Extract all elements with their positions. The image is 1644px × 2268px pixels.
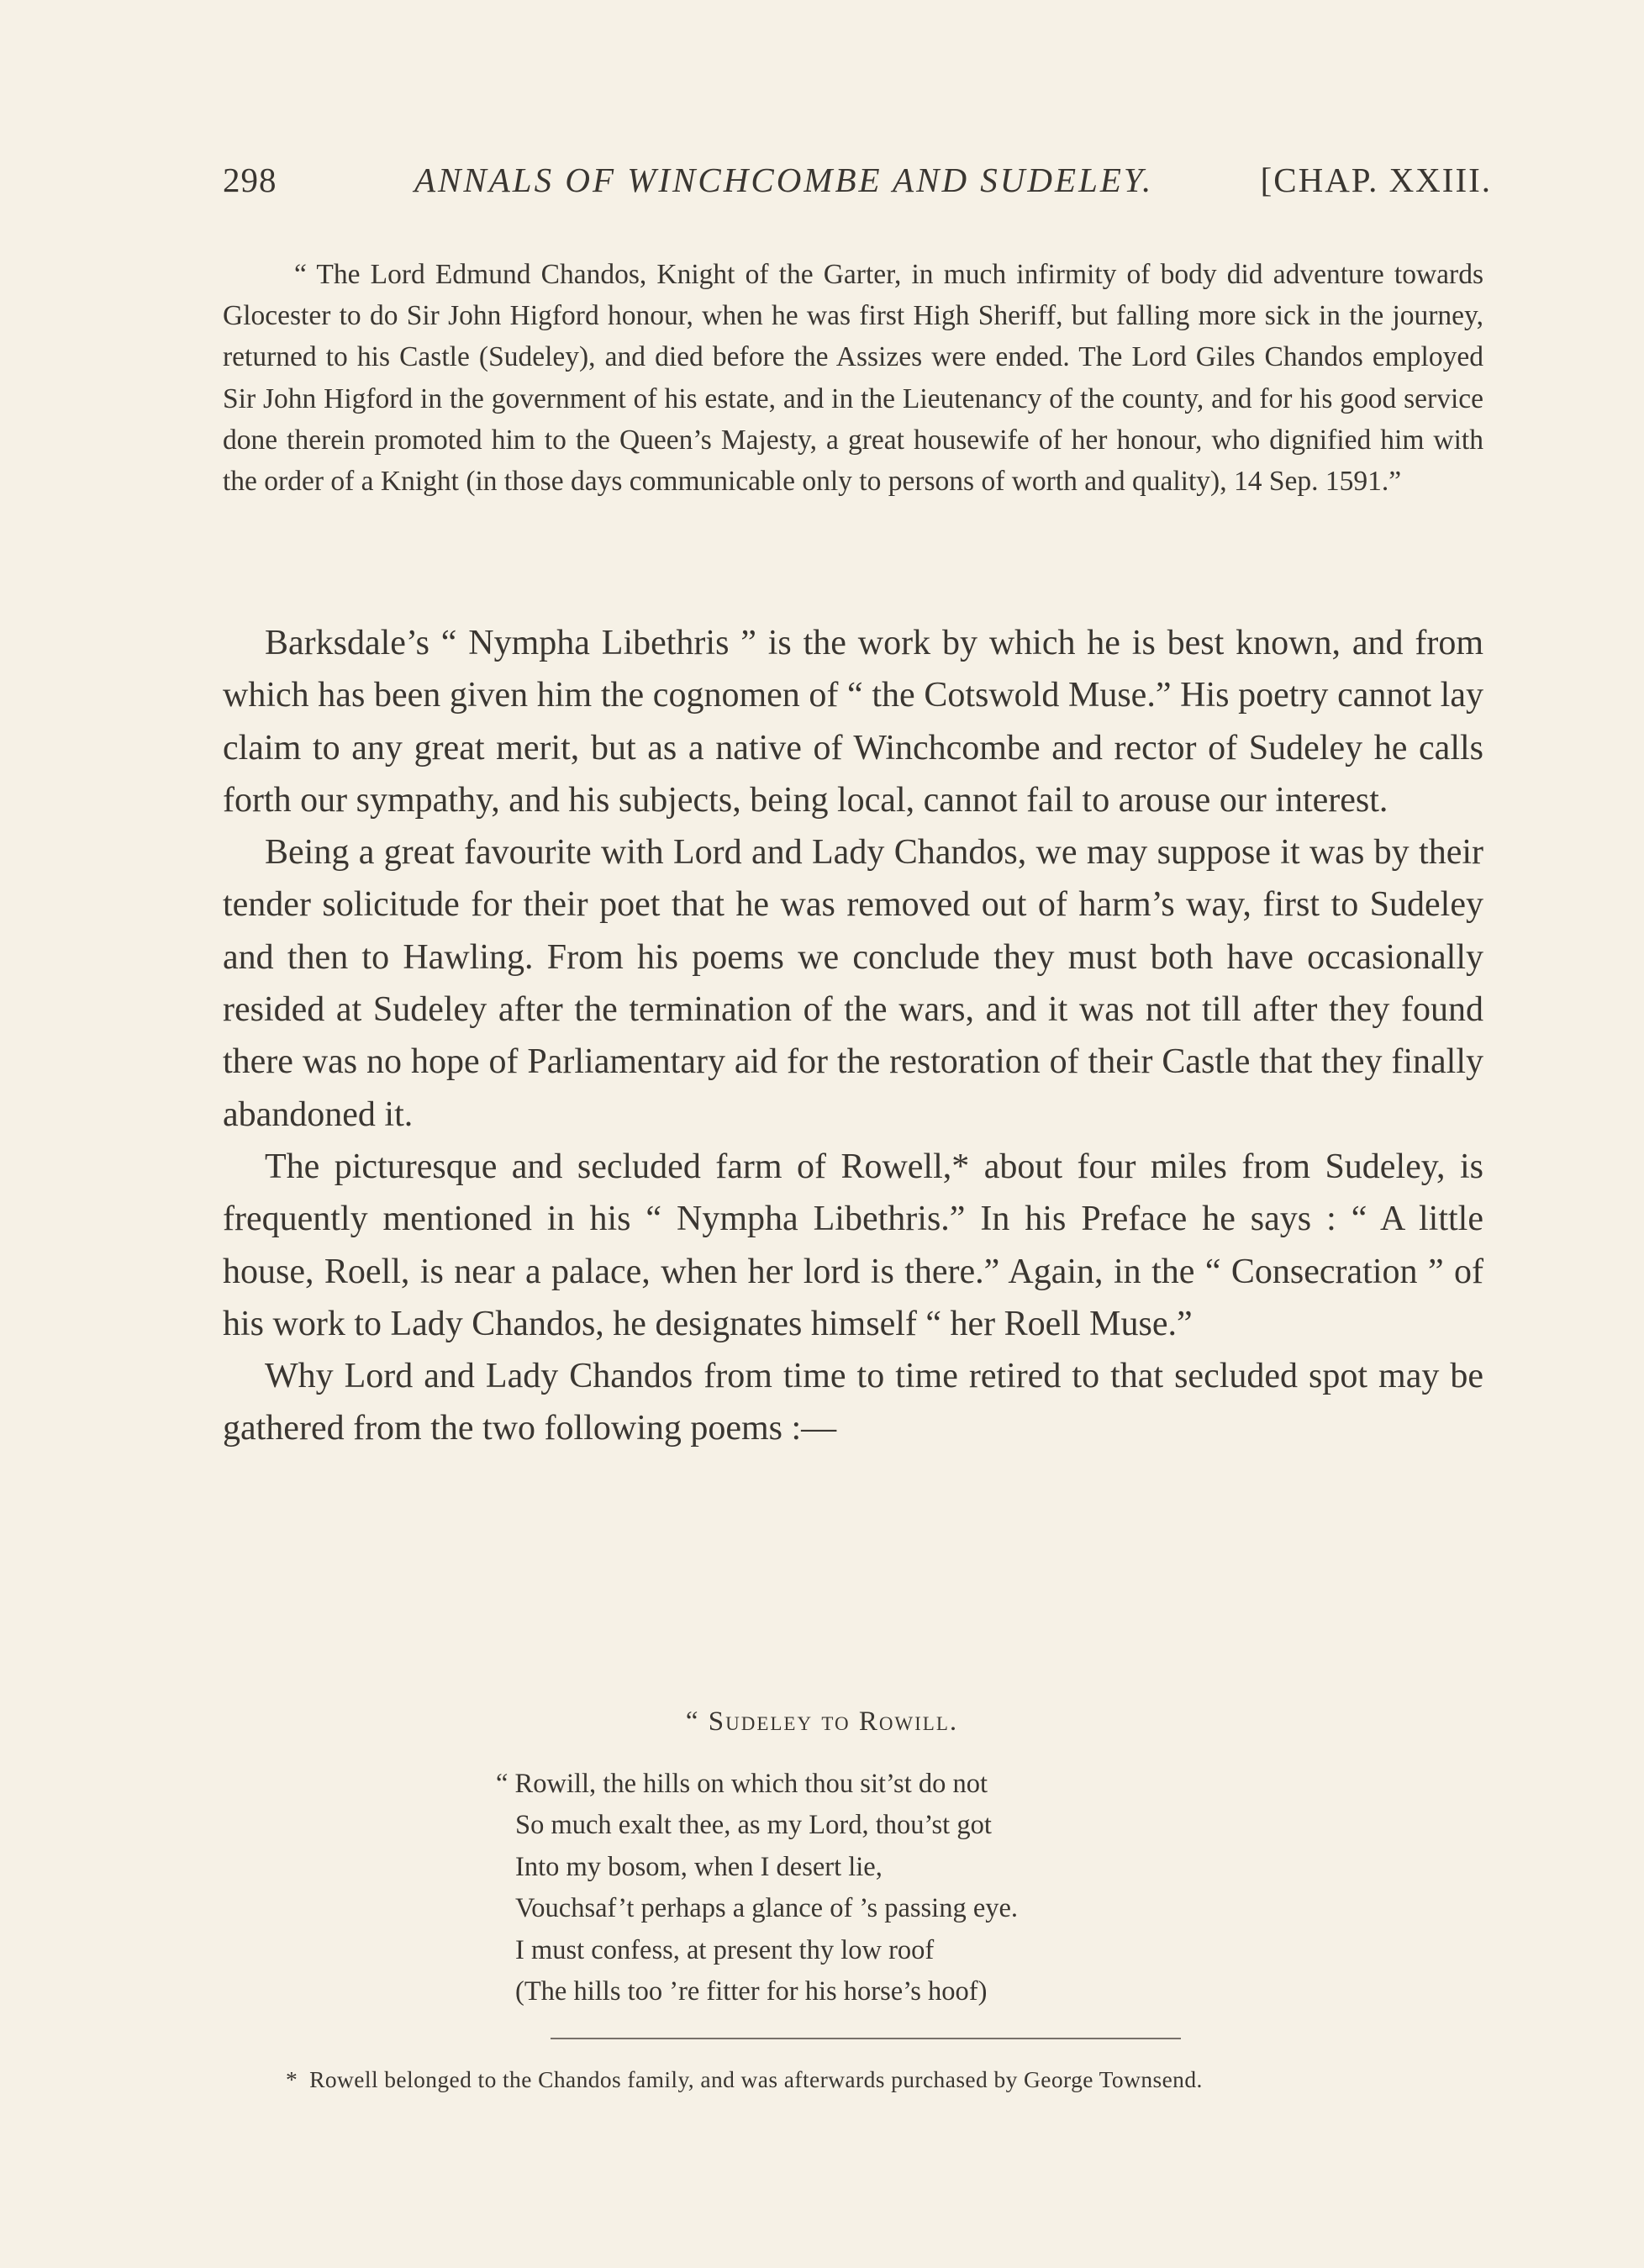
running-title: ANNALS OF WINCHCOMBE AND SUDELEY. [414,161,1154,199]
body-paragraph: Barksdale’s “ Nympha Libethris ” is the work by which he is best known, and from which has been given him the cognomen of “ the Cotswold Muse.” His poetry cannot lay claim to any great merit, but as a native of Winchcombe and rector of Sudeley he calls forth our sympathy, and his subjects, being local, cannot fail to arouse our interest. [223,624,1483,820]
quote-paragraph: “ The Lord Edmund Chandos, Knight of the Garter, in much infirmity of body did adventure towards Glocester to do Sir John Higford honour, when he was first High Sheriff, but falling more sick in the journey, returned to his Castle (Sudeley), and died before the Assizes were ended. The Lord Giles Chandos employed Sir John Higford in the government of his estate, and in the Lieutenancy of the county, and for his good service done therein promoted him to the Queen’s Majesty, a great housewife of her honour, who dignified him with the order of a Knight (in those days communicable only to persons of worth and quality), 14 Sep. 1591.” [223,259,1483,498]
running-header [223,160,1492,210]
poem-line: I must confess, at present thy low roof [515,1934,935,1965]
poem [496,1764,1252,2012]
page-number: 298 [223,161,277,199]
poem-title: “ Sudeley to Rowill. [685,1706,959,1737]
poem-line: (The hills too ’re fitter for his horse’s hoof) [515,1976,988,2007]
footnote-divider [551,2038,1181,2039]
body-text [223,617,1483,1455]
poem-line: “ Rowill, the hills on which thou sit’st do not [496,1769,988,1799]
body-paragraph: Why Lord and Lady Chandos from time to time retired to that secluded spot may be gathered from the two following poems :— [223,1357,1483,1448]
poem-line: So much exalt thee, as my Lord, thou’st got [515,1810,992,1841]
footnote-text: Rowell belonged to the Chandos family, and was afterwards purchased by George Townsend. [309,2066,1203,2092]
poem-line: Into my bosom, when I desert lie, [515,1851,883,1882]
footnote-marker: * [286,2066,298,2092]
chapter-reference: [CHAP. XXIII. [1260,161,1492,199]
body-paragraph: Being a great favourite with Lord and Lady Chandos, we may suppose it was by their tender solicitude for their poet that he was removed out of harm’s way, first to Sudeley and then to Hawling. From his poems we conclude they must both have occasionally resided at Sudeley after the termination of the wars, and it was not till after they found there was no hope of Parliamentary aid for the restoration of their Castle that they finally abandoned it. [223,833,1483,1134]
body-paragraph: The picturesque and secluded farm of Rowell,* about four miles from Sudeley, is frequently mentioned in his “ Nympha Libethris.” In his Preface he says : “ A little house, Roell, is near a palace, when her lord is there.” Again, in the “ Consecration ” of his work to Lady Chandos, he designates himself “ her Roell Muse.” [223,1147,1483,1343]
poem-line: Vouchsaf’t perhaps a glance of ’s passing eye. [515,1893,1019,1924]
block-quote [223,254,1483,502]
footnote [286,2066,1462,2093]
